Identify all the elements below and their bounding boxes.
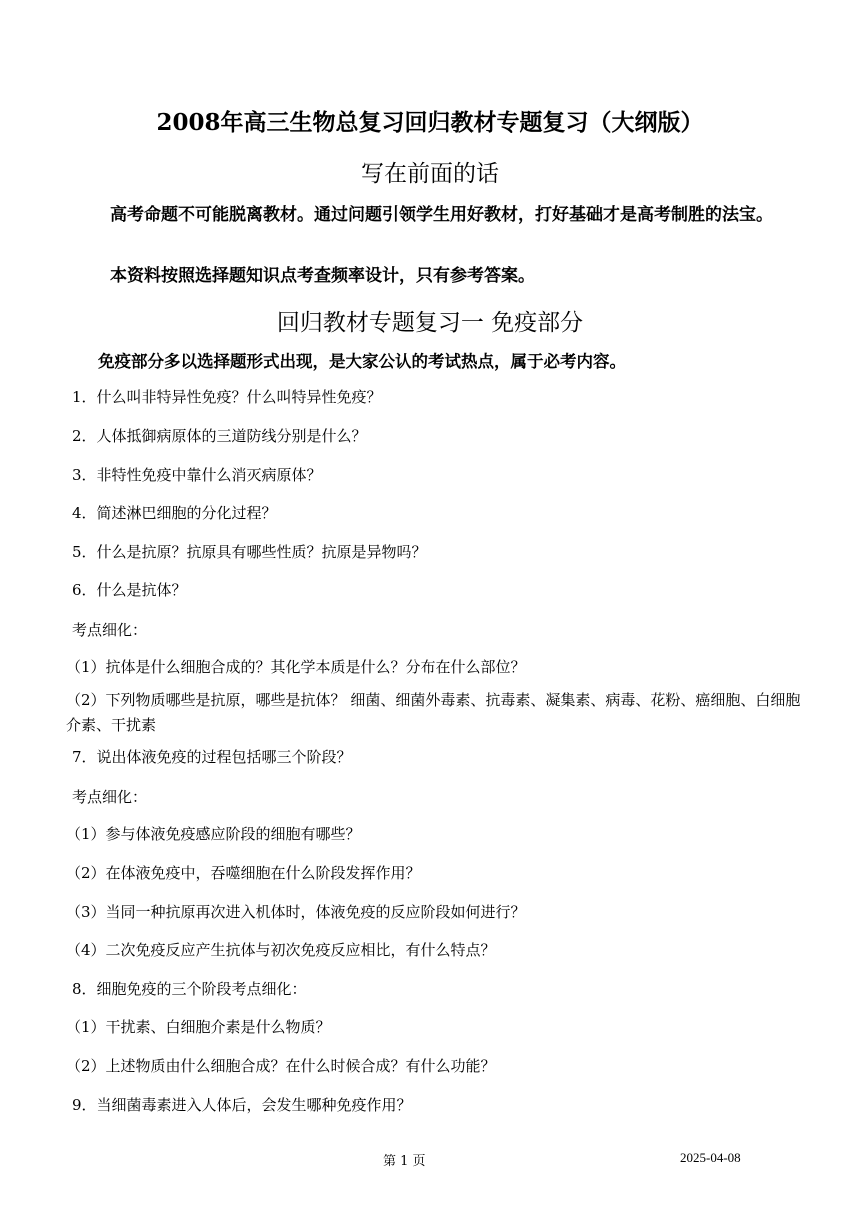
detail-label: 考点细化： <box>72 621 148 639</box>
question-8-2: （2）上述物质由什么细胞合成？在什么时候合成？有什么功能？ <box>66 1057 496 1075</box>
question-7: 7．说出体液免疫的过程包括哪三个阶段？ <box>72 748 352 766</box>
question-7-1: （1）参与体液免疫感应阶段的细胞有哪些？ <box>66 825 361 843</box>
question-6-2: （2）下列物质哪些是抗原，哪些是抗体？ 细菌、细菌外毒素、抗毒素、凝集素、病毒、花粉、癌细胞、白细胞介素、干扰素 <box>66 691 801 734</box>
question-5: 5．什么是抗原？抗原具有哪些性质？抗原是异物吗？ <box>72 543 427 561</box>
section-lead: 免疫部分多以选择题形式出现，是大家公认的考试热点，属于必考内容。 <box>98 352 626 371</box>
question-3: 3．非特性免疫中靠什么消灭病原体？ <box>72 466 322 484</box>
question-2: 2．人体抵御病原体的三道防线分别是什么？ <box>72 427 367 445</box>
question-6: 6．什么是抗体？ <box>72 581 187 599</box>
question-7-3: （3）当同一种抗原再次进入机体时，体液免疫的反应阶段如何进行？ <box>66 903 526 921</box>
preface-note: 本资料按照选择题知识点考查频率设计，只有参考答案。 <box>110 266 535 286</box>
question-8-1: （1）干扰素、白细胞介素是什么物质？ <box>66 1018 331 1036</box>
page-number: 第 1 页 <box>383 1154 426 1169</box>
question-8: 8．细胞免疫的三个阶段考点细化： <box>72 980 307 998</box>
detail-label: 考点细化： <box>72 788 148 806</box>
footer-date: 2025-04-08 <box>680 1150 741 1165</box>
section-heading: 回归教材专题复习一 免疫部分 <box>276 310 584 336</box>
question-7-2: （2）在体液免疫中，吞噬细胞在什么阶段发挥作用？ <box>66 864 421 882</box>
preface-heading: 写在前面的话 <box>361 161 499 187</box>
question-6-1: （1）抗体是什么细胞合成的？其化学本质是什么？分布在什么部位？ <box>66 658 526 676</box>
document-title: 2008年高三生物总复习回归教材专题复习（大纲版） <box>156 109 704 136</box>
question-1: 1．什么叫非特异性免疫？什么叫特异性免疫？ <box>72 388 382 406</box>
question-7-4: （4）二次免疫反应产生抗体与初次免疫反应相比，有什么特点？ <box>66 941 496 959</box>
question-4: 4．简述淋巴细胞的分化过程？ <box>72 504 277 522</box>
question-9: 9．当细菌毒素进入人体后，会发生哪种免疫作用？ <box>72 1096 412 1114</box>
preface-paragraph: 高考命题不可能脱离教材。通过问题引领学生用好教材，打好基础才是高考制胜的法宝。 <box>110 205 773 225</box>
